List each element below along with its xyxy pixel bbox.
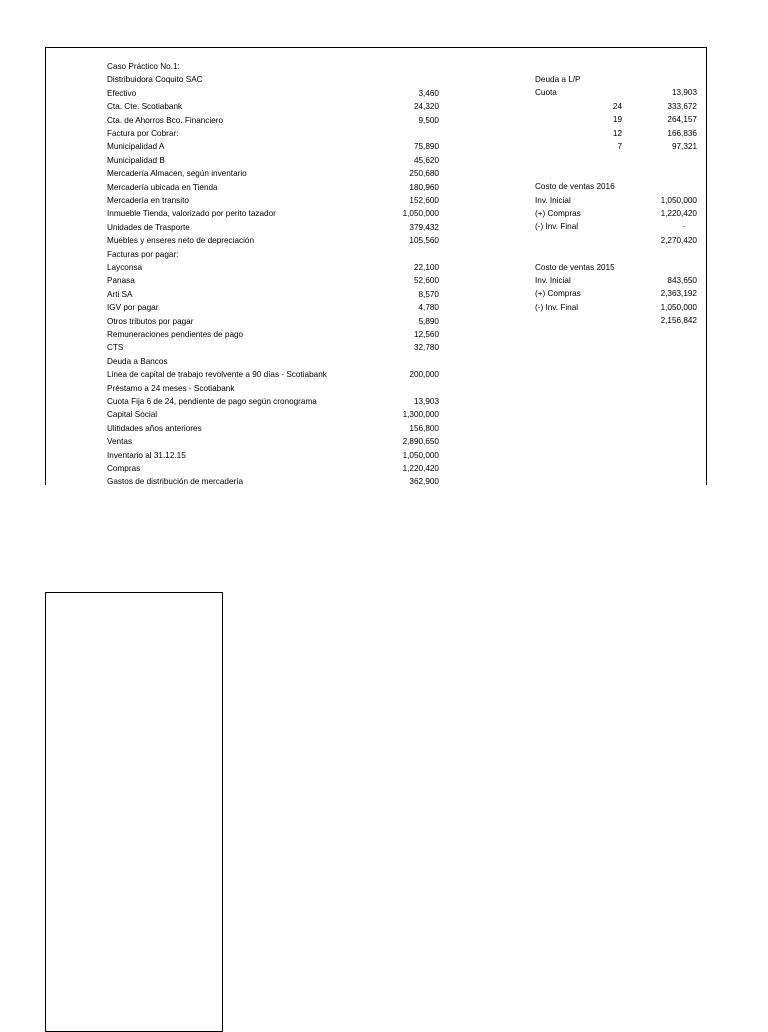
costo-2015-label: Inv. Inicial	[535, 276, 571, 285]
balance-item-amount: 180,960	[409, 182, 439, 192]
deuda-lp-months: 19	[612, 115, 622, 125]
deuda-lp-amount: 166,836	[667, 128, 697, 138]
balance-item-label: Cta. de Ahorros Bco. Financiero	[107, 115, 224, 125]
balance-item-label: Factura por Cobrar:	[107, 129, 179, 138]
balance-item-amount: 5,890	[418, 316, 439, 326]
balance-item-amount: 156,800	[409, 423, 439, 433]
deuda-lp-months: 7	[617, 142, 622, 151]
balance-item-label: Otros tributos por pagar	[107, 316, 194, 326]
balance-item-label: Ulitidades años anteriores	[107, 423, 202, 433]
costo-2016-label: (+) Compras	[535, 209, 581, 218]
balance-item-amount: 379,432	[409, 222, 439, 232]
second-page-frame	[45, 592, 223, 1032]
balance-item-label: Mercadería en transito	[107, 196, 189, 205]
costo-2015-label: (+) Compras	[535, 289, 581, 299]
deuda-lp-months: 12	[612, 128, 622, 138]
balance-item-label: Inmueble Tienda, valorizado por perito tazador	[107, 209, 276, 219]
balance-item-label: IGV por pagar	[107, 303, 159, 313]
costo-2015-value: 1,050,000	[660, 302, 697, 312]
deuda-lp-cuota-label: Cuota	[535, 88, 557, 98]
balance-item-amount: 152,600	[409, 196, 439, 205]
costo-2016-value: 1,050,000	[660, 195, 697, 205]
balance-item-amount: 105,560	[409, 236, 439, 246]
balance-item-label: Capital Social	[107, 410, 158, 420]
balance-item-label: Ventas	[107, 437, 133, 447]
balance-item-label: Deuda a Bancos	[107, 356, 168, 366]
balance-item-amount: 8,570	[418, 289, 439, 299]
balance-item-label: Unidades de Trasporte	[107, 222, 190, 232]
balance-item-amount: 24,320	[413, 102, 439, 112]
costo-2015-title: Costo de ventas 2015	[535, 262, 615, 272]
balance-item-amount: 9,500	[418, 115, 439, 125]
deuda-lp-title: Deuda a L/P	[535, 75, 581, 84]
costo-2016-label: (-) Inv. Final	[535, 222, 579, 232]
balance-item-amount: 200,000	[409, 370, 439, 380]
balance-item-amount: 250,680	[409, 169, 439, 179]
balance-item-label: Remuneraciones pendientes de pago	[107, 330, 244, 339]
balance-item-amount: 1,300,000	[402, 410, 439, 420]
balance-item-label: Cta. Cte. Scotiabank	[107, 102, 183, 112]
balance-item-amount: 3,460	[418, 88, 439, 98]
balance-item-label: Mercadería Almacen, según inventario	[107, 169, 247, 179]
costo-2016-label: Inv. Inicial	[535, 195, 571, 205]
balance-item-label: Municipalidad B	[107, 155, 165, 165]
costo-2015-total: 2,156,842	[660, 316, 697, 326]
costo-2015-value: 2,363,192	[660, 289, 697, 299]
balance-item-label: Municipalidad A	[107, 142, 165, 152]
balance-item-amount: 1,050,000	[402, 450, 439, 460]
costo-2016-title: Costo de ventas 2016	[535, 182, 615, 192]
spreadsheet-page	[45, 47, 707, 485]
balance-item-label: Gastos de distribución de mercadería	[107, 477, 244, 487]
deuda-lp-amount: 264,157	[667, 115, 697, 125]
balance-item-label: CTS	[107, 343, 124, 353]
balance-item-label: Inventario al 31.12.15	[107, 450, 186, 460]
balance-item-label: Compras	[107, 464, 141, 473]
balance-item-amount: 52,600	[413, 276, 439, 286]
balance-item-amount: 45,620	[413, 155, 439, 165]
balance-item-label: Mercadería ubicada en Tienda	[107, 182, 218, 192]
balance-item-label: Arti SA	[107, 289, 133, 299]
costo-2016-value: -	[682, 222, 685, 232]
costo-2015-label: (-) Inv. Final	[535, 302, 579, 312]
balance-item-amount: 1,220,420	[402, 464, 439, 473]
deuda-lp-months: 24	[612, 101, 622, 111]
balance-item-amount: 75,890	[413, 142, 439, 152]
balance-item-amount: 4,780	[418, 303, 439, 313]
balance-item-amount: 12,560	[413, 330, 439, 339]
balance-item-amount: 22,100	[413, 263, 439, 272]
balance-item-label: Efectivo	[107, 88, 137, 98]
balance-item-label: Facturas por pagar:	[107, 249, 179, 259]
balance-item-label: Préstamo a 24 meses - Scotiabank	[107, 383, 235, 393]
deuda-lp-amount: 333,672	[667, 101, 697, 111]
balance-item-amount: 2,890,650	[402, 437, 439, 447]
balance-item-label: Linea de capital de trabajo revolvente a 90 días - Scotiabank	[107, 370, 327, 380]
balance-item-amount: 1,050,000	[402, 209, 439, 219]
balance-item-amount: 13,903	[413, 397, 439, 406]
balance-item-amount: 32,780	[413, 343, 439, 353]
balance-item-label: Layconsa	[107, 263, 143, 272]
costo-2015-value: 843,650	[667, 276, 697, 285]
deuda-lp-amount: 97,321	[671, 142, 697, 151]
balance-item-label: Muebles y enseres neto de depreciación	[107, 236, 255, 246]
balance-item-label: Cuota Fija 6 de 24, pendiente de pago según cronograma	[107, 397, 317, 406]
deuda-lp-cuota-value: 13,903	[671, 88, 697, 98]
balance-item-label: Panasa	[107, 276, 135, 286]
costo-2016-value: 1,220,420	[660, 209, 697, 218]
balance-item-label: Caso Práctico No.1:	[107, 62, 180, 71]
costo-2016-total: 2,270,420	[660, 235, 697, 245]
balance-item-amount: 362,900	[409, 477, 439, 487]
balance-item-label: Distribuidora Coquito SAC	[107, 75, 203, 85]
